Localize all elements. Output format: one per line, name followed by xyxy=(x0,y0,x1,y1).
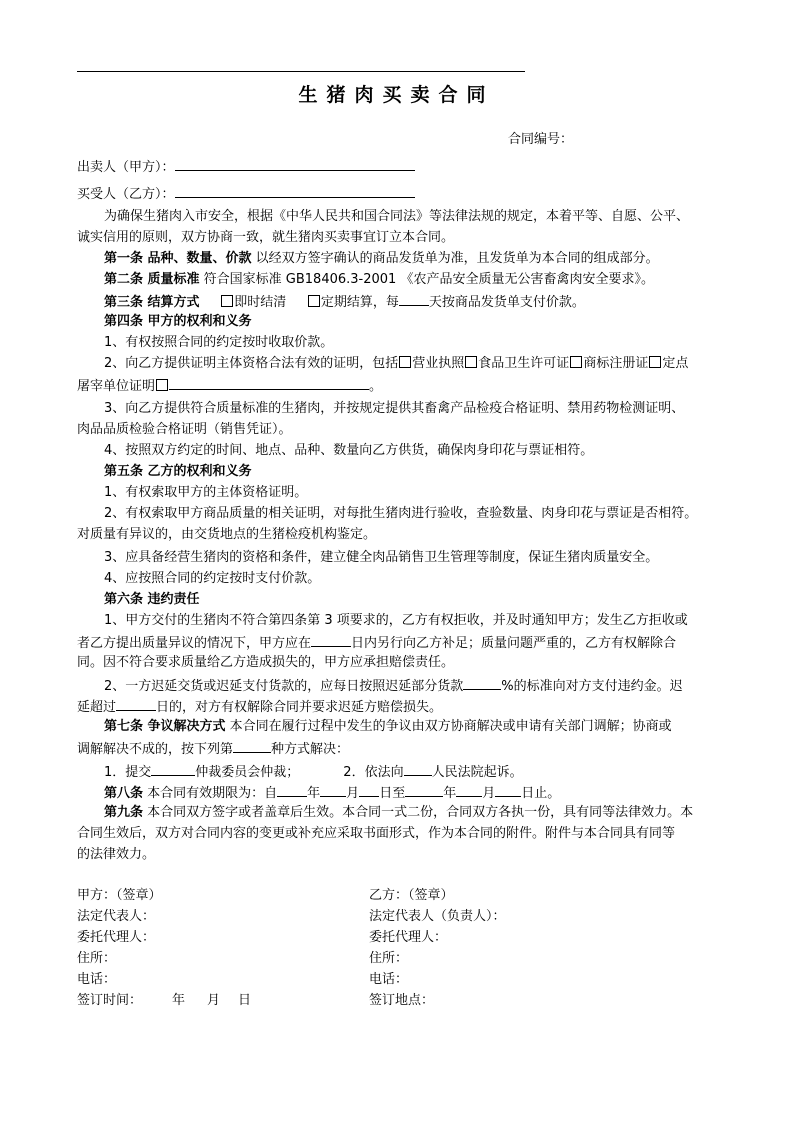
option-immediate: 即时结清 xyxy=(234,295,287,310)
arbitration-text-2: 仲裁委员会仲裁； xyxy=(195,765,300,780)
penalty-text: 2、一方迟延交货或迟延支付货款的，应每日按照迟延部分货款 xyxy=(104,679,464,694)
hygiene-permit-label: 食品卫生许可证 xyxy=(478,356,570,371)
checkbox-hygiene-permit[interactable] xyxy=(465,356,477,368)
end-month-label: 月 xyxy=(482,786,496,801)
preamble-line-2: 诚实信用的原则，双方协商一致，就生猪肉买卖事宜订立本合同。 xyxy=(77,230,455,245)
article-7-text: 本合同在履行过程中发生的争议由双方协商解决或申请有关部门调解；协商或 xyxy=(225,719,672,734)
supplement-text: 者乙方提出质量异议的情况下，甲方应在 xyxy=(77,636,312,651)
end-day-blank[interactable] xyxy=(495,783,521,797)
buyer-line xyxy=(77,184,415,204)
checkbox-business-license[interactable] xyxy=(399,356,411,368)
article-9 xyxy=(104,804,693,822)
arbitration-text: 1．提交 xyxy=(104,765,152,780)
option-periodic: 定期结算，每 xyxy=(320,295,399,310)
article-4-heading: 第四条 甲方的权利和义务 xyxy=(104,314,252,329)
signing-date-year: 年 xyxy=(172,993,186,1008)
party-b-legal-rep: 法定代表人（负责人）： xyxy=(369,909,506,924)
article-1-text: 以经双方签字确认的商品发货单为准，且发货单为本合同的组成部分。 xyxy=(251,251,659,266)
end-year-label: 年 xyxy=(443,786,457,801)
business-license-label: 营业执照 xyxy=(412,356,465,371)
start-month-blank[interactable] xyxy=(320,783,346,797)
article-5-item-3: 3、应具备经营生猪肉的资格和条件，建立健全肉品销售卫生管理等制度，保证生猪肉质量安全。 xyxy=(104,550,659,565)
article-7 xyxy=(104,718,672,736)
party-a-address: 住所： xyxy=(77,951,117,966)
court-text: 2．依法向 xyxy=(343,765,404,780)
start-year-blank[interactable] xyxy=(277,783,307,797)
article-8 xyxy=(104,783,560,803)
item-2-text: 2、向乙方提供证明主体资格合法有效的证明，包括 xyxy=(104,356,399,371)
signing-place: 签订地点： xyxy=(369,993,435,1008)
article-1 xyxy=(104,250,659,268)
dispute-method-text: 调解解决不成的，按下列第 xyxy=(77,742,234,757)
delay-days-blank[interactable] xyxy=(116,697,156,711)
item-2-end: 。 xyxy=(369,379,383,394)
article-9-heading: 第九条 xyxy=(104,805,144,820)
other-cert-blank[interactable] xyxy=(169,376,369,390)
supplement-days-blank[interactable] xyxy=(311,633,351,647)
article-5-item-1: 1、有权索取甲方的主体资格证明。 xyxy=(104,485,308,500)
article-9-text: 本合同双方签字或者盖章后生效。本合同一式二份，合同双方各执一份，具有同等法律效力。本 xyxy=(143,805,694,820)
article-2 xyxy=(104,271,654,289)
signing-date-label: 签订时间： xyxy=(77,993,143,1008)
seller-label: 出卖人（甲方）： xyxy=(77,160,175,175)
party-a-phone: 电话： xyxy=(77,972,117,987)
settlement-days-blank[interactable] xyxy=(399,292,429,306)
contract-number-label: 合同编号： xyxy=(508,132,574,147)
court-text-2: 人民法院起诉。 xyxy=(431,765,523,780)
article-7-heading: 第七条 争议解决方式 xyxy=(104,719,226,734)
signing-date-day: 日 xyxy=(238,993,252,1008)
article-4-item-4: 4、按照双方约定的时间、地点、品种、数量向乙方供货，确保肉身印花与票证相符。 xyxy=(104,443,594,458)
slaughter-label: 定点 xyxy=(662,356,689,371)
article-4-item-2 xyxy=(104,355,688,373)
dispute-method-text-2: 种方式解决： xyxy=(271,742,350,757)
start-month-label: 月 xyxy=(346,786,360,801)
article-5-item-4: 4、应按照合同的约定按时支付价款。 xyxy=(104,571,321,586)
validity-text: 本合同有效期限为：自 xyxy=(143,786,278,801)
checkbox-trademark[interactable] xyxy=(570,356,582,368)
party-b-agent: 委托代理人： xyxy=(369,930,448,945)
checkbox-periodic[interactable] xyxy=(308,295,320,307)
article-6-heading: 第六条 违约责任 xyxy=(104,592,200,607)
end-year-blank[interactable] xyxy=(405,783,443,797)
buyer-blank[interactable] xyxy=(175,184,415,198)
article-1-heading: 第一条 品种、数量、价款 xyxy=(104,251,252,266)
article-5-item-2b: 对质量有异议的，由交货地点的生猪检疫机构鉴定。 xyxy=(77,527,377,542)
end-month-blank[interactable] xyxy=(456,783,482,797)
party-b-address: 住所： xyxy=(369,951,409,966)
penalty-rate-blank[interactable] xyxy=(463,676,501,690)
article-6-item-1c: 同。因不符合要求质量给乙方造成损失的，甲方应承担赔偿责任。 xyxy=(77,655,455,670)
checkbox-immediate[interactable] xyxy=(221,295,233,307)
penalty-text-2: %的标准向对方支付违约金。迟 xyxy=(501,679,683,694)
supplement-text-2: 日内另行向乙方补足；质量问题严重的，乙方有权解除合 xyxy=(351,636,677,651)
end-day-label: 日止。 xyxy=(521,786,561,801)
checkbox-slaughter[interactable] xyxy=(649,356,661,368)
article-8-heading: 第八条 xyxy=(104,786,144,801)
signing-date xyxy=(77,992,251,1010)
slaughter-cert-label: 屠宰单位证明 xyxy=(77,379,156,394)
trademark-label: 商标注册证 xyxy=(583,356,649,371)
article-5-heading: 第五条 乙方的权利和义务 xyxy=(104,464,252,479)
preamble-line-1: 为确保生猪肉入市安全，根据《中华人民共和国合同法》等法律法规的规定，本着平等、自愿、公平、 xyxy=(104,209,690,224)
article-2-text: 符合国家标准 GB18406.3-2001 《农产品安全质量无公害畜禽肉安全要求》。 xyxy=(199,272,654,287)
article-5-item-2a: 2、有权索取甲方商品质量的相关证明，对每批生猪肉进行验收，查验数量、肉身印花与票证是否相符。 xyxy=(104,506,698,521)
start-day-blank[interactable] xyxy=(359,783,379,797)
arbitration-blank[interactable] xyxy=(151,762,195,776)
article-4-item-3a: 3、向乙方提供符合质量标准的生猪肉，并按规定提供其畜禽产品检疫合格证明、禁用药物检测证明、 xyxy=(104,401,685,416)
court-blank[interactable] xyxy=(404,762,432,776)
party-b-signature: 乙方：（签章） xyxy=(369,888,454,903)
article-6-item-1a: 1、甲方交付的生猪肉不符合第四条第 3 项要求的，乙方有权拒收，并及时通知甲方；发生乙方拒收或 xyxy=(104,613,688,628)
party-b-phone: 电话： xyxy=(369,972,409,987)
article-7-line-2 xyxy=(77,739,349,759)
dispute-method-blank[interactable] xyxy=(233,739,271,753)
start-year-label: 年 xyxy=(307,786,321,801)
buyer-label: 买受人（乙方）： xyxy=(77,187,175,202)
article-6-item-1b xyxy=(77,633,676,653)
delay-text: 延超过 xyxy=(77,700,117,715)
seller-blank[interactable] xyxy=(175,157,415,171)
party-a-agent: 委托代理人： xyxy=(77,930,156,945)
start-day-label: 日至 xyxy=(379,786,406,801)
article-6-item-2b xyxy=(77,697,442,717)
article-3 xyxy=(104,292,585,312)
option-tail: 天按商品发货单支付价款。 xyxy=(428,295,585,310)
party-a-signature: 甲方：（签章） xyxy=(77,888,162,903)
article-4-item-1: 1、有权按照合同的约定按时收取价款。 xyxy=(104,335,334,350)
contract-title: 生猪肉买卖合同 xyxy=(298,84,495,106)
checkbox-slaughter-cert[interactable] xyxy=(156,379,168,391)
article-4-item-3b: 肉品品质检验合格证明（销售凭证）。 xyxy=(77,422,292,437)
party-a-legal-rep: 法定代表人： xyxy=(77,909,156,924)
article-6-item-2a xyxy=(104,676,683,696)
article-3-heading: 第三条 结算方式 xyxy=(104,295,200,310)
article-2-heading: 第二条 质量标准 xyxy=(104,272,200,287)
signing-date-month: 月 xyxy=(207,993,221,1008)
top-rule xyxy=(77,71,525,72)
article-4-item-2-cont xyxy=(77,376,382,396)
article-7-options xyxy=(104,762,523,782)
delay-text-2: 日的，对方有权解除合同并要求迟延方赔偿损失。 xyxy=(156,700,443,715)
article-9-line-3: 的法律效力。 xyxy=(77,847,156,862)
article-9-line-2: 合同生效后，双方对合同内容的变更或补充应采取书面形式，作为本合同的附件。附件与本合同具有同等 xyxy=(77,826,676,841)
seller-line xyxy=(77,157,415,177)
